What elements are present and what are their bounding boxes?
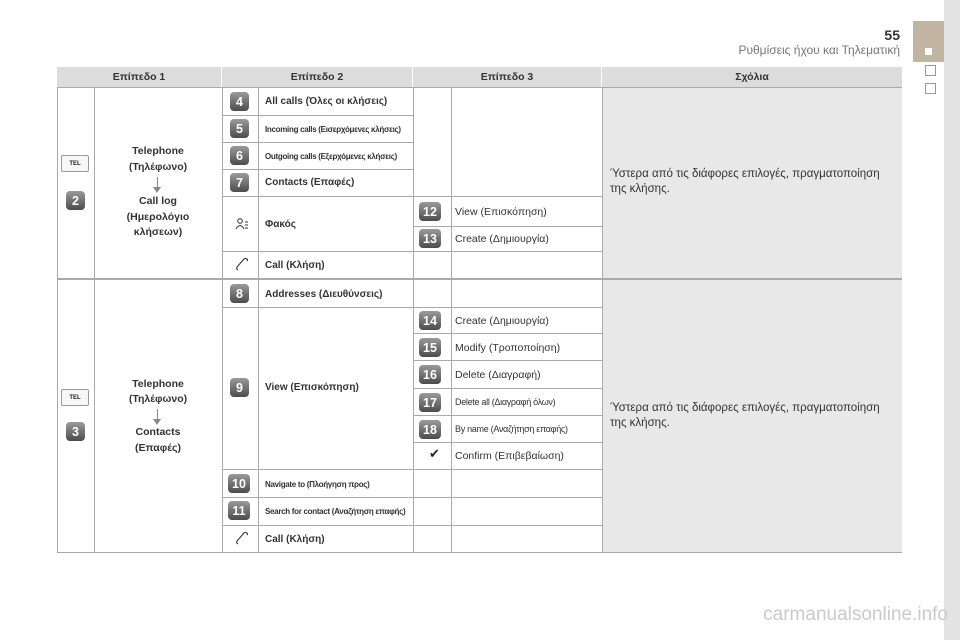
level2-navigate-to: Navigate to (Πλοήγηση προς) [265,480,370,489]
page-header: Ρυθμίσεις ήχου και Τηλεματική [738,43,900,57]
badge-4: 4 [230,92,249,111]
level1-telephone: Telephone [132,378,184,390]
badge-12: 12 [419,202,441,221]
level1-call-log-gr: (Ημερολόγιο [126,211,190,223]
level3-create: Create (Δημιουργία) [455,315,549,327]
chapter-marker-empty [925,83,936,94]
page-number: 55 [884,27,900,43]
level3-confirm: Confirm (Επιβεβαίωση) [455,450,564,462]
badge-14: 14 [419,311,441,330]
level3-modify: Modify (Τροποποίηση) [455,342,561,354]
badge-7: 7 [230,173,249,192]
level3-delete-all: Delete all (Διαγραφή όλων) [455,397,556,407]
level1-contacts-gr: (Επαφές) [135,442,181,454]
chapter-tab [913,21,944,62]
level1-call-log: Call log [139,195,177,207]
section-call-log [57,87,902,279]
level2-call: Call (Κλήση) [265,260,325,271]
comment-cell [602,88,902,278]
level2-outgoing-calls: Outgoing calls (Εξερχόμενες κλήσεις) [265,152,397,161]
badge-10: 10 [228,474,250,493]
badge-16: 16 [419,365,441,384]
badge-5: 5 [230,119,249,138]
comment-text: Ύστερα από τις διάφορες επιλογές, πραγματοποίηση της κλήσης. [610,168,880,195]
badge-17: 17 [419,393,441,412]
tel-icon: TEL [61,389,89,406]
level3-view: View (Επισκόπηση) [455,206,547,218]
page-edge-band [944,0,960,640]
badge-11: 11 [228,501,250,520]
level2-all-calls: All calls (Όλες οι κλήσεις) [265,96,388,107]
badge-3: 3 [66,422,85,441]
tel-icon: TEL [61,155,89,172]
checkmark-icon: ✔ [429,447,440,462]
comment-cell [602,280,902,552]
header-comments: Σχόλια [602,67,902,87]
level1-call-log-gr2: κλήσεων) [133,226,183,238]
header-level-3: Επίπεδο 3 [413,67,602,87]
level2-view: View (Επισκόπηση) [265,382,359,393]
level1-contacts: Contacts [135,426,181,438]
level2-contacts: Contacts (Επαφές) [265,177,355,188]
badge-13: 13 [419,229,441,248]
level3-by-name: By name (Αναζήτηση επαφής) [455,424,568,434]
phone-handset-icon [235,531,249,545]
arrow-down-icon [153,187,161,193]
level2-search-contact: Search for contact (Αναζήτηση επαφής) [265,507,406,516]
menu-table [57,67,902,553]
level1-telephone-gr: (Τηλέφωνο) [128,161,188,173]
comment-text: Ύστερα από τις διάφορες επιλογές, πραγματοποίηση της κλήσης. [610,402,880,429]
level3-create: Create (Δημιουργία) [455,233,549,245]
badge-8: 8 [230,284,249,303]
level2-call: Call (Κλήση) [265,534,325,545]
level2-addresses: Addresses (Διευθύνσεις) [265,289,383,300]
badge-15: 15 [419,338,441,357]
phone-handset-icon [235,257,249,271]
chapter-tab-marker [925,48,932,55]
header-level-1: Επίπεδο 1 [57,67,222,87]
badge-18: 18 [419,420,441,439]
chapter-marker-empty [925,65,936,76]
level2-incoming-calls: Incoming calls (Εισερχόμενες κλήσεις) [265,125,401,134]
level3-delete: Delete (Διαγραφή) [455,369,541,381]
badge-9: 9 [230,378,249,397]
header-level-2: Επίπεδο 2 [222,67,413,87]
level1-telephone-gr: (Τηλέφωνο) [128,393,188,405]
badge-6: 6 [230,146,249,165]
watermark: carmanualsonline.info [763,604,948,625]
level1-telephone: Telephone [132,145,184,157]
badge-2: 2 [66,191,85,210]
level2-folder: Φακός [265,219,296,230]
contact-book-icon [235,217,249,231]
section-contacts [57,279,902,553]
